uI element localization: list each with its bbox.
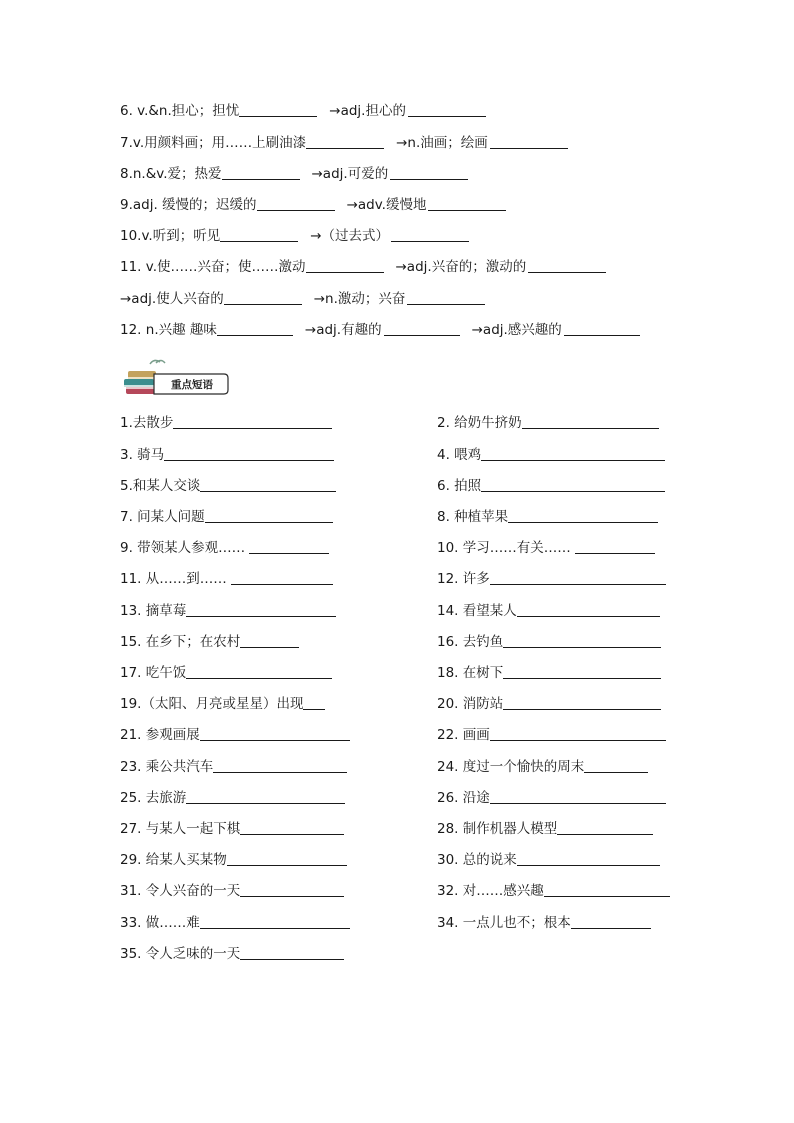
phrase-item [120,912,350,934]
vocab-label: 10.v.听到；听见 [120,228,221,244]
vocab-derivation: →adj.担心的 [329,103,406,119]
answer-blank[interactable] [227,850,347,866]
answer-blank[interactable] [186,601,336,617]
phrase-item [437,475,665,497]
answer-blank[interactable] [517,601,660,617]
phrase-label: 22. 画画 [437,727,490,743]
answer-blank[interactable] [391,226,469,242]
phrase-label: 3. 骑马 [120,447,165,463]
answer-blank[interactable] [303,694,325,710]
phrase-label: 33. 做……难 [120,915,200,931]
phrase-item [437,787,666,809]
answer-blank[interactable] [186,788,345,804]
vocab-derivation: →n.激动；兴奋 [313,291,406,307]
phrase-item [437,506,658,528]
answer-blank[interactable] [240,881,344,897]
answer-blank[interactable] [186,663,332,679]
vocab-derivation: →adj.感兴趣的 [471,322,562,338]
answer-blank[interactable] [503,632,661,648]
phrase-item [120,693,325,715]
answer-blank[interactable] [205,507,333,523]
phrase-label: 32. 对……感兴趣 [437,883,544,899]
phrase-label: 10. 学习……有关…… [437,540,576,556]
phrase-label: 14. 看望某人 [437,603,517,619]
phrase-item [120,412,332,434]
answer-blank[interactable] [544,881,670,897]
answer-blank[interactable] [240,632,299,648]
answer-blank[interactable] [508,507,658,523]
phrase-label: 5.和某人交谈 [120,478,201,494]
phrase-item [120,818,344,840]
phrase-label: 2. 给奶牛挤奶 [437,415,522,431]
answer-blank[interactable] [164,445,334,461]
vocab-line-9 [120,194,680,216]
phrase-item [120,787,345,809]
phrase-item [437,724,666,746]
phrase-label: 24. 度过一个愉快的周末 [437,759,585,775]
phrase-label: 23. 乘公共汽车 [120,759,214,775]
vocab-derivation: →n.油画；绘画 [396,135,488,151]
phrase-label: 35. 令人乏味的一天 [120,946,241,962]
phrase-label: 7. 问某人问题 [120,509,205,525]
phrase-item [120,631,299,653]
vocab-label: 8.n.&v.爱；热爱 [120,166,222,182]
phrase-label: 26. 沿途 [437,790,490,806]
phrase-item [437,600,660,622]
answer-blank[interactable] [222,164,300,180]
answer-blank[interactable] [408,101,486,117]
answer-blank[interactable] [490,788,666,804]
phrase-item [120,724,350,746]
phrase-item [120,880,344,902]
phrase-label: 16. 去钓鱼 [437,634,504,650]
phrase-item [437,631,661,653]
answer-blank[interactable] [240,819,344,835]
answer-blank[interactable] [528,257,606,273]
phrase-label: 6. 拍照 [437,478,482,494]
phrase-label: 8. 种植苹果 [437,509,509,525]
answer-blank[interactable] [213,757,347,773]
section-banner [120,358,230,398]
phrase-item [437,693,661,715]
answer-blank[interactable] [390,164,468,180]
answer-blank[interactable] [503,663,661,679]
answer-blank[interactable] [220,226,298,242]
vocab-line-11 [120,256,680,278]
phrase-label: 27. 与某人一起下棋 [120,821,241,837]
answer-blank[interactable] [517,850,660,866]
phrase-item [437,912,651,934]
phrase-label: 17. 吃午饭 [120,665,187,681]
answer-blank[interactable] [217,320,293,336]
answer-blank[interactable] [575,538,655,554]
vocab-derivation: →adj.兴奋的；激动的 [395,259,527,275]
answer-blank[interactable] [557,819,653,835]
vocab-line-8 [120,163,680,185]
answer-blank[interactable] [257,195,335,211]
phrase-label: 30. 总的说来 [437,852,517,868]
phrase-label: 29. 给某人买某物 [120,852,227,868]
phrase-label: 18. 在树下 [437,665,504,681]
vocab-line-12 [120,319,680,341]
answer-blank[interactable] [490,725,666,741]
answer-blank[interactable] [249,538,329,554]
vocab-line-7 [120,132,680,154]
answer-blank[interactable] [231,569,333,585]
vocab-derivation: →（过去式） [310,228,390,244]
phrase-item [120,662,332,684]
answer-blank[interactable] [306,257,384,273]
phrase-label: 19.（太阳、月亮或星星）出现 [120,696,304,712]
phrase-item [437,880,670,902]
phrase-item [437,662,661,684]
phrase-label: 1.去散步 [120,415,174,431]
phrase-label: 11. 从……到…… [120,571,232,587]
phrase-item [437,818,653,840]
answer-blank[interactable] [564,320,640,336]
phrase-label: 12. 许多 [437,571,490,587]
phrase-item [120,849,347,871]
answer-blank[interactable] [584,757,648,773]
answer-blank[interactable] [173,413,332,429]
vocab-label: 11. v.使……兴奋；使……激动 [120,259,306,275]
vocab-label: 6. v.&n.担心；担忧 [120,103,240,119]
phrase-label: 4. 喂鸡 [437,447,482,463]
phrase-label: 20. 消防站 [437,696,504,712]
answer-blank[interactable] [306,133,384,149]
phrase-label: 21. 参观画展 [120,727,200,743]
answer-blank[interactable] [239,101,317,117]
phrase-item [437,537,655,559]
vocab-label: 9.adj. 缓慢的；迟缓的 [120,197,257,213]
vocab-line-11b [120,288,680,310]
section-title: 重点短语 [171,379,213,391]
phrase-label: 34. 一点儿也不；根本 [437,915,571,931]
phrase-item [437,849,660,871]
answer-blank[interactable] [428,195,506,211]
answer-blank[interactable] [240,944,344,960]
phrase-item [120,475,336,497]
answer-blank[interactable] [200,725,350,741]
phrase-label: 9. 带领某人参观…… [120,540,250,556]
answer-blank[interactable] [571,913,651,929]
vocab-label: 12. n.兴趣 趣味 [120,322,217,338]
phrase-label: 31. 令人兴奋的一天 [120,883,241,899]
answer-blank[interactable] [200,476,336,492]
vocab-derivation: →adv.缓慢地 [346,197,427,213]
answer-blank[interactable] [490,569,666,585]
answer-blank[interactable] [407,289,485,305]
answer-blank[interactable] [503,694,661,710]
vocab-line-10 [120,225,680,247]
phrase-label: 28. 制作机器人模型 [437,821,558,837]
answer-blank[interactable] [200,913,350,929]
answer-blank[interactable] [522,413,659,429]
vocab-label: →adj.使人兴奋的 [120,291,224,307]
answer-blank[interactable] [384,320,460,336]
phrase-item [437,412,659,434]
vocab-line-6 [120,100,680,122]
phrase-item [120,943,344,965]
phrase-item [120,444,334,466]
phrase-item [437,444,665,466]
phrase-item [437,568,666,590]
phrase-item [437,756,648,778]
phrase-item [120,600,336,622]
answer-blank[interactable] [224,289,302,305]
answer-blank[interactable] [490,133,568,149]
phrase-label: 15. 在乡下；在农村 [120,634,241,650]
phrase-label: 13. 摘草莓 [120,603,187,619]
phrase-label: 25. 去旅游 [120,790,187,806]
phrase-item [120,568,333,590]
vocab-derivation: →adj.可爱的 [311,166,389,182]
answer-blank[interactable] [481,445,665,461]
vocab-derivation: →adj.有趣的 [304,322,382,338]
answer-blank[interactable] [481,476,665,492]
phrase-item [120,506,333,528]
phrase-item [120,537,329,559]
books-icon [120,358,230,398]
phrase-item [120,756,347,778]
vocab-label: 7.v.用颜料画；用……上刷油漆 [120,135,307,151]
